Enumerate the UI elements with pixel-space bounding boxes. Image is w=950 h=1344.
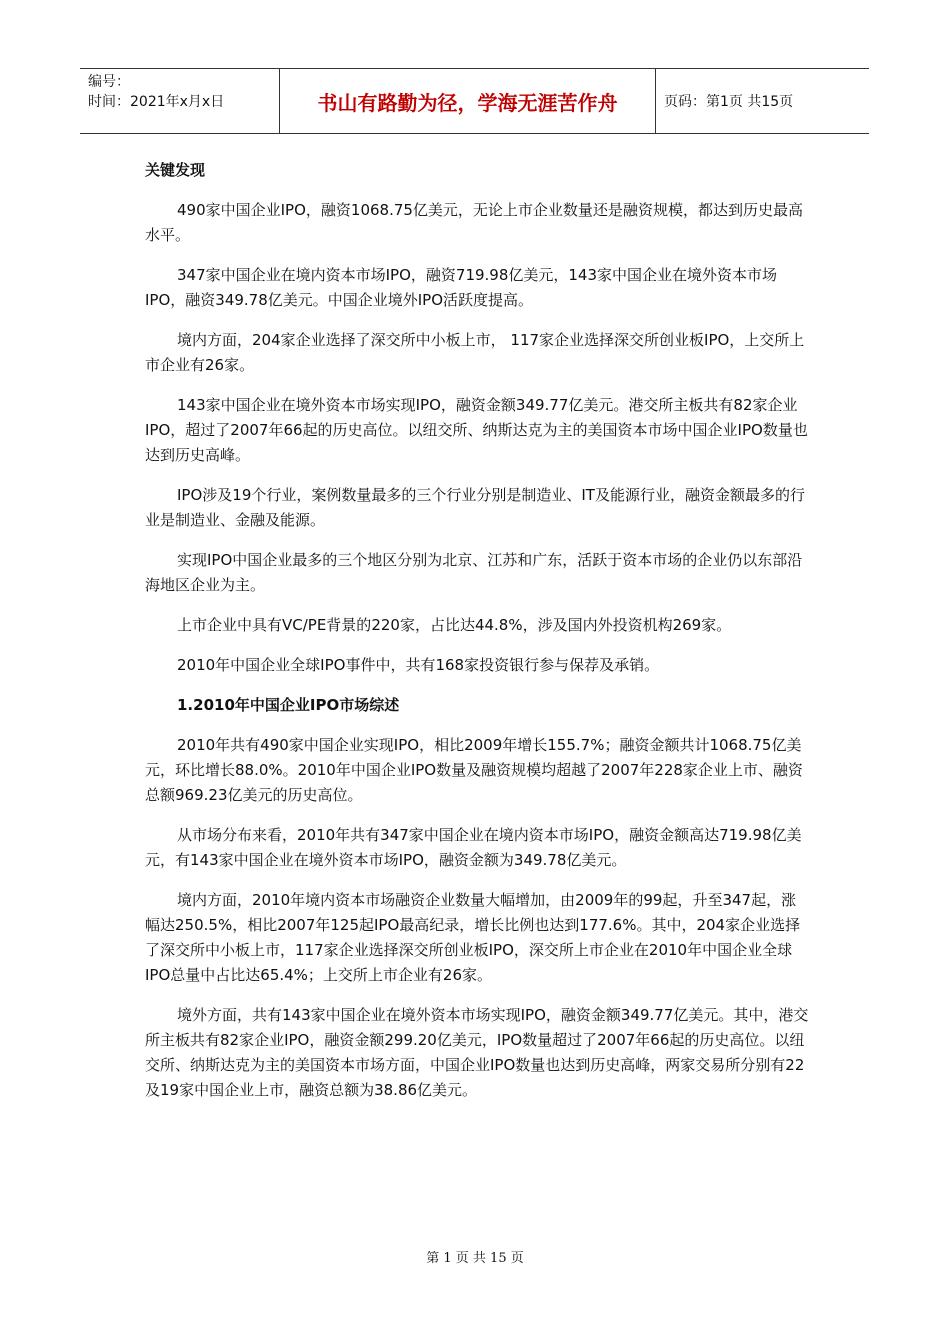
document-date-label: 时间：2021年x月x日 [88, 94, 225, 110]
paragraph: 境内方面，2010年境内资本市场融资企业数量大幅增加，由2009年的99起，升至347起，涨幅达250.5%，相比2007年125起IPO最高纪录，增长比例也达到177.6%。其中，204家企业选择了深交所中小板上市，117家企业选择深交所创业板IPO，深交所上市企业在2010年中国企业全球IPO总量中占比达65.4%；上交所上市企业有26家。 [145, 891, 801, 984]
paragraph: 2010年共有490家中国企业实现IPO，相比2009年增长155.7%；融资金额共计1068.75亿美元，环比增长88.0%。2010年中国企业IPO数量及融资规模均超越了2007年228家企业上市、融资总额969.23亿美元的历史高位。 [145, 736, 803, 804]
paragraph: 境外方面，共有143家中国企业在境外资本市场实现IPO，融资金额349.77亿美元。其中，港交所主板共有82家企业IPO，融资金额299.20亿美元，IPO数量超过了2007年66起的历史高位。以纽交所、纳斯达克为主的美国资本市场方面，中国企业IPO数量也达到历史高峰，两家交易所分别有22及19家中国企业上市，融资总额为38.86亿美元。 [145, 1006, 809, 1099]
subsection-heading: 1.2010年中国企业IPO市场综述 [177, 696, 400, 714]
header-meta [80, 69, 280, 133]
paragraph: 实现IPO中国企业最多的三个地区分别为北京、江苏和广东，活跃于资本市场的企业仍以东部沿海地区企业为主。 [145, 551, 803, 594]
paragraph: 347家中国企业在境内资本市场IPO，融资719.98亿美元，143家中国企业在境外资本市场IPO，融资349.78亿美元。中国企业境外IPO活跃度提高。 [145, 266, 778, 309]
paragraph: 490家中国企业IPO，融资1068.75亿美元，无论上市企业数量还是融资规模，都达到历史最高水平。 [145, 201, 803, 244]
paragraph: IPO涉及19个行业，案例数量最多的三个行业分别是制造业、IT及能源行业，融资金额最多的行业是制造业、金融及能源。 [145, 486, 805, 529]
document-number-label: 编号： [88, 74, 130, 90]
header-page-label: 页码：第1页 共15页 [664, 94, 794, 110]
header-motto: 书山有路勤为径，学海无涯苦作舟 [280, 69, 656, 133]
paragraph: 境内方面，204家企业选择了深交所中小板上市， 117家企业选择深交所创业板IPO，上交所上市企业有26家。 [145, 331, 805, 374]
paragraph: 2010年中国企业全球IPO事件中，共有168家投资银行参与保荐及承销。 [177, 656, 660, 674]
document-body [145, 158, 809, 1118]
paragraph: 143家中国企业在境外资本市场实现IPO，融资金额349.77亿美元。港交所主板共有82家企业IPO，超过了2007年66起的历史高位。以纽交所、纳斯达克为主的美国资本市场中国企业IPO数量也达到历史高峰。 [145, 396, 808, 464]
page-footer: 第 1 页 共 15 页 [426, 1251, 524, 1266]
paragraph: 从市场分布来看，2010年共有347家中国企业在境内资本市场IPO，融资金额高达719.98亿美元，有143家中国企业在境外资本市场IPO，融资金额为349.78亿美元。 [145, 826, 802, 869]
paragraph: 上市企业中具有VC/PE背景的220家，占比达44.8%，涉及国内外投资机构269家。 [177, 616, 732, 634]
page-header [80, 68, 869, 134]
section-title: 关键发现 [145, 161, 206, 179]
